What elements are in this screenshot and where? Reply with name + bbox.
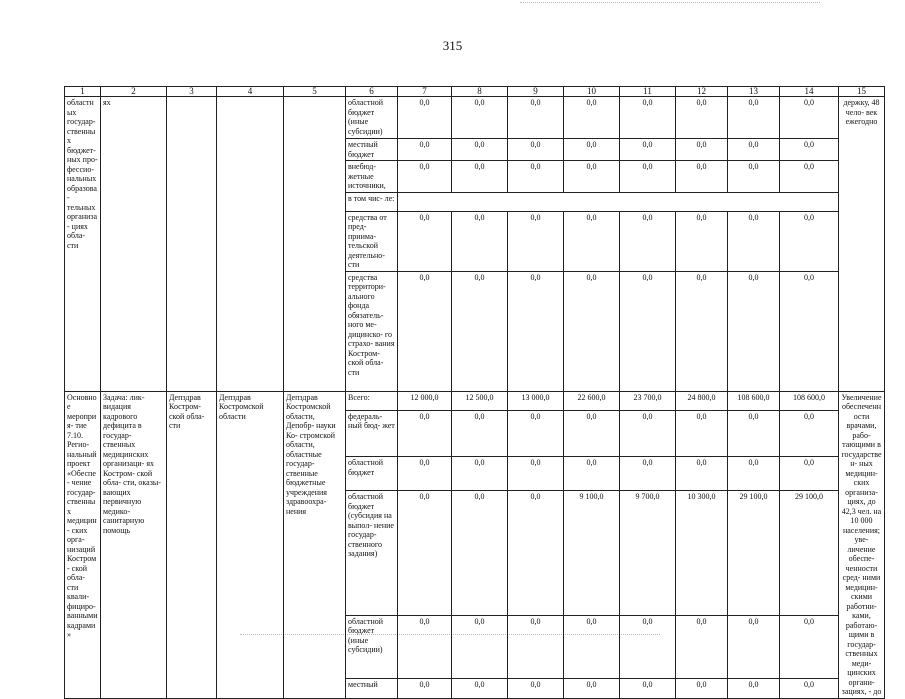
value-cell: 0,0: [564, 410, 620, 457]
page-number: 315: [442, 38, 463, 53]
value-cell: 0,0: [508, 410, 564, 457]
value-cell: 0,0: [620, 410, 676, 457]
result-cell: Увеличение обеспеченности врачами, рабо- тающими в государствен- ных медицин- ских организа- циях, до 42,3 чел. на 10 000 населения; уве- личение обеспе- ченности сред- ними медицин- скими работни- ками, работаю- щими в государ- ственных меди- цинских органи- зациях, - до: [839, 391, 885, 698]
column-number: 11: [620, 87, 676, 97]
column-number: 13: [728, 87, 780, 97]
value-cell: 0,0: [676, 271, 728, 391]
value-cell: 0,0: [620, 97, 676, 139]
value-cell: 0,0: [676, 615, 728, 679]
value-cell: 12 500,0: [452, 391, 508, 410]
task-cell: Задача: лик- видация кадрового дефицита в государ- ственных медицинских организаци- ях Костром- ской обла- сти, оказы- вающих первичную медико- санитарную помощь: [101, 391, 167, 698]
responsible-cell: [167, 97, 217, 392]
value-cell: 0,0: [452, 410, 508, 457]
value-cell: 0,0: [564, 271, 620, 391]
column-number: 7: [398, 87, 452, 97]
value-cell: 0,0: [398, 271, 452, 391]
value-cell: 0,0: [780, 139, 839, 161]
task-cell: ях: [101, 97, 167, 392]
value-cell: 0,0: [676, 679, 728, 698]
value-cell: 0,0: [620, 679, 676, 698]
value-cell: 0,0: [676, 211, 728, 271]
value-cell: 0,0: [452, 615, 508, 679]
value-cell: 0,0: [564, 139, 620, 161]
value-cell: 0,0: [452, 139, 508, 161]
column-number: 5: [284, 87, 346, 97]
funding-source-label: средства от пред- приима- тельской деятельно- сти: [346, 211, 398, 271]
value-cell: 12 000,0: [398, 391, 452, 410]
value-cell: 0,0: [564, 161, 620, 193]
value-cell: 0,0: [398, 457, 452, 491]
value-cell: 0,0: [564, 615, 620, 679]
funding-source-label: федераль- ный бюд- жет: [346, 410, 398, 457]
value-cell: 0,0: [508, 679, 564, 698]
event-name-cell: областных государ- ственных бюджет- ных про- фессио- нальных образова- тельных организа- циях обла- сти: [65, 97, 101, 392]
participants-cell: [284, 97, 346, 392]
funding-source-label: областной бюджет: [346, 457, 398, 491]
value-cell: 0,0: [620, 457, 676, 491]
value-cell: 13 000,0: [508, 391, 564, 410]
value-cell: 0,0: [780, 410, 839, 457]
value-cell: 0,0: [676, 410, 728, 457]
funding-source-label: местный бюджет: [346, 139, 398, 161]
value-cell: 0,0: [728, 97, 780, 139]
table-row: [65, 391, 885, 410]
value-cell: 0,0: [620, 211, 676, 271]
budget-table: [64, 86, 885, 699]
value-cell: 0,0: [620, 161, 676, 193]
value-cell: 0,0: [780, 211, 839, 271]
value-cell: 0,0: [452, 491, 508, 615]
value-cell: 0,0: [780, 615, 839, 679]
value-cell: 0,0: [508, 491, 564, 615]
value-cell: 0,0: [508, 457, 564, 491]
column-number: 9: [508, 87, 564, 97]
value-cell: 0,0: [398, 97, 452, 139]
value-cell: 0,0: [676, 97, 728, 139]
column-number-row: [65, 87, 885, 97]
table-row: [65, 97, 885, 139]
value-cell: 0,0: [398, 615, 452, 679]
funding-source-label: внебюд- жетные источники,: [346, 161, 398, 193]
value-cell: 0,0: [728, 139, 780, 161]
column-number: 12: [676, 87, 728, 97]
value-cell: 0,0: [452, 211, 508, 271]
result-cell: держку, 48 чело- век ежегодно: [839, 97, 885, 392]
value-cell: 0,0: [508, 615, 564, 679]
value-cell: 0,0: [780, 271, 839, 391]
event-name-cell: Основное мероприя- тие 7.10. Регио- нальный проект «Обеспе- чение государ- ственных медицин- ских орга- низаций Костром- ской обла- сти квали- фициро- ванными кадрами»: [65, 391, 101, 698]
column-number: 8: [452, 87, 508, 97]
value-cell: 0,0: [508, 211, 564, 271]
value-cell: 0,0: [508, 271, 564, 391]
value-cell: 0,0: [780, 679, 839, 698]
value-cell: 23 700,0: [620, 391, 676, 410]
value-cell: 0,0: [728, 161, 780, 193]
value-cell: 0,0: [564, 679, 620, 698]
funding-source-label: областной бюджет (иные субсидии): [346, 615, 398, 679]
funding-source-label: областной бюджет (субсидия на выпол- нение государ- ственного задания): [346, 491, 398, 615]
value-cell: 108 600,0: [728, 391, 780, 410]
value-cell: 0,0: [452, 271, 508, 391]
value-cell: 9 700,0: [620, 491, 676, 615]
value-cell: 0,0: [398, 491, 452, 615]
value-cell: 0,0: [398, 211, 452, 271]
value-cell: 0,0: [728, 410, 780, 457]
funding-source-label: в том чис- ле:: [346, 192, 398, 211]
value-cell: 0,0: [452, 457, 508, 491]
funding-source-label: областной бюджет (иные субсидии): [346, 97, 398, 139]
value-cell: 0,0: [452, 679, 508, 698]
column-number: 6: [346, 87, 398, 97]
value-cell: 10 300,0: [676, 491, 728, 615]
value-cell: 0,0: [620, 615, 676, 679]
value-cell: 0,0: [676, 457, 728, 491]
funding-source-label: Всего:: [346, 391, 398, 410]
value-cell: 29 100,0: [780, 491, 839, 615]
value-cell: 0,0: [728, 679, 780, 698]
value-cell: 0,0: [398, 139, 452, 161]
value-cell: 0,0: [676, 139, 728, 161]
value-cell: 0,0: [620, 139, 676, 161]
value-cell: 22 600,0: [564, 391, 620, 410]
value-cell: 0,0: [728, 457, 780, 491]
coordinator-cell: [217, 97, 284, 392]
value-cell: 0,0: [676, 161, 728, 193]
value-cell: 0,0: [452, 161, 508, 193]
value-cell: 0,0: [620, 271, 676, 391]
value-cell: 0,0: [728, 615, 780, 679]
coordinator-cell: Депздрав Костромской области: [217, 391, 284, 698]
value-cell: 0,0: [564, 211, 620, 271]
value-cell: 108 600,0: [780, 391, 839, 410]
scan-artifact-line: [520, 2, 820, 3]
value-cell: 29 100,0: [728, 491, 780, 615]
value-cell: 0,0: [398, 410, 452, 457]
participants-cell: Депздрав Костромской области, Депобр- науки Ко- стромской области, областные государ- ственные бюджетные учреждения здравоохра- нения: [284, 391, 346, 698]
value-cell: 0,0: [508, 97, 564, 139]
value-cell: 0,0: [508, 161, 564, 193]
column-number: 10: [564, 87, 620, 97]
value-cell: 0,0: [728, 271, 780, 391]
empty-merged-cell: [398, 192, 839, 211]
column-number: 1: [65, 87, 101, 97]
funding-source-label: местный: [346, 679, 398, 698]
column-number: 4: [217, 87, 284, 97]
value-cell: 0,0: [780, 97, 839, 139]
column-number: 14: [780, 87, 839, 97]
value-cell: 0,0: [452, 97, 508, 139]
value-cell: 9 100,0: [564, 491, 620, 615]
value-cell: 0,0: [780, 161, 839, 193]
value-cell: 0,0: [398, 161, 452, 193]
value-cell: 0,0: [564, 97, 620, 139]
value-cell: 0,0: [398, 679, 452, 698]
value-cell: 0,0: [780, 457, 839, 491]
column-number: 15: [839, 87, 885, 97]
value-cell: 0,0: [508, 139, 564, 161]
responsible-cell: Депздрав Костром- ской обла- сти: [167, 391, 217, 698]
funding-source-label: средства территори- ального фонда обязатель- ного ме- дицинско- го страхо- вания Костром- ской обла- сти: [346, 271, 398, 391]
value-cell: 0,0: [728, 211, 780, 271]
value-cell: 24 800,0: [676, 391, 728, 410]
value-cell: 0,0: [564, 457, 620, 491]
column-number: 2: [101, 87, 167, 97]
column-number: 3: [167, 87, 217, 97]
